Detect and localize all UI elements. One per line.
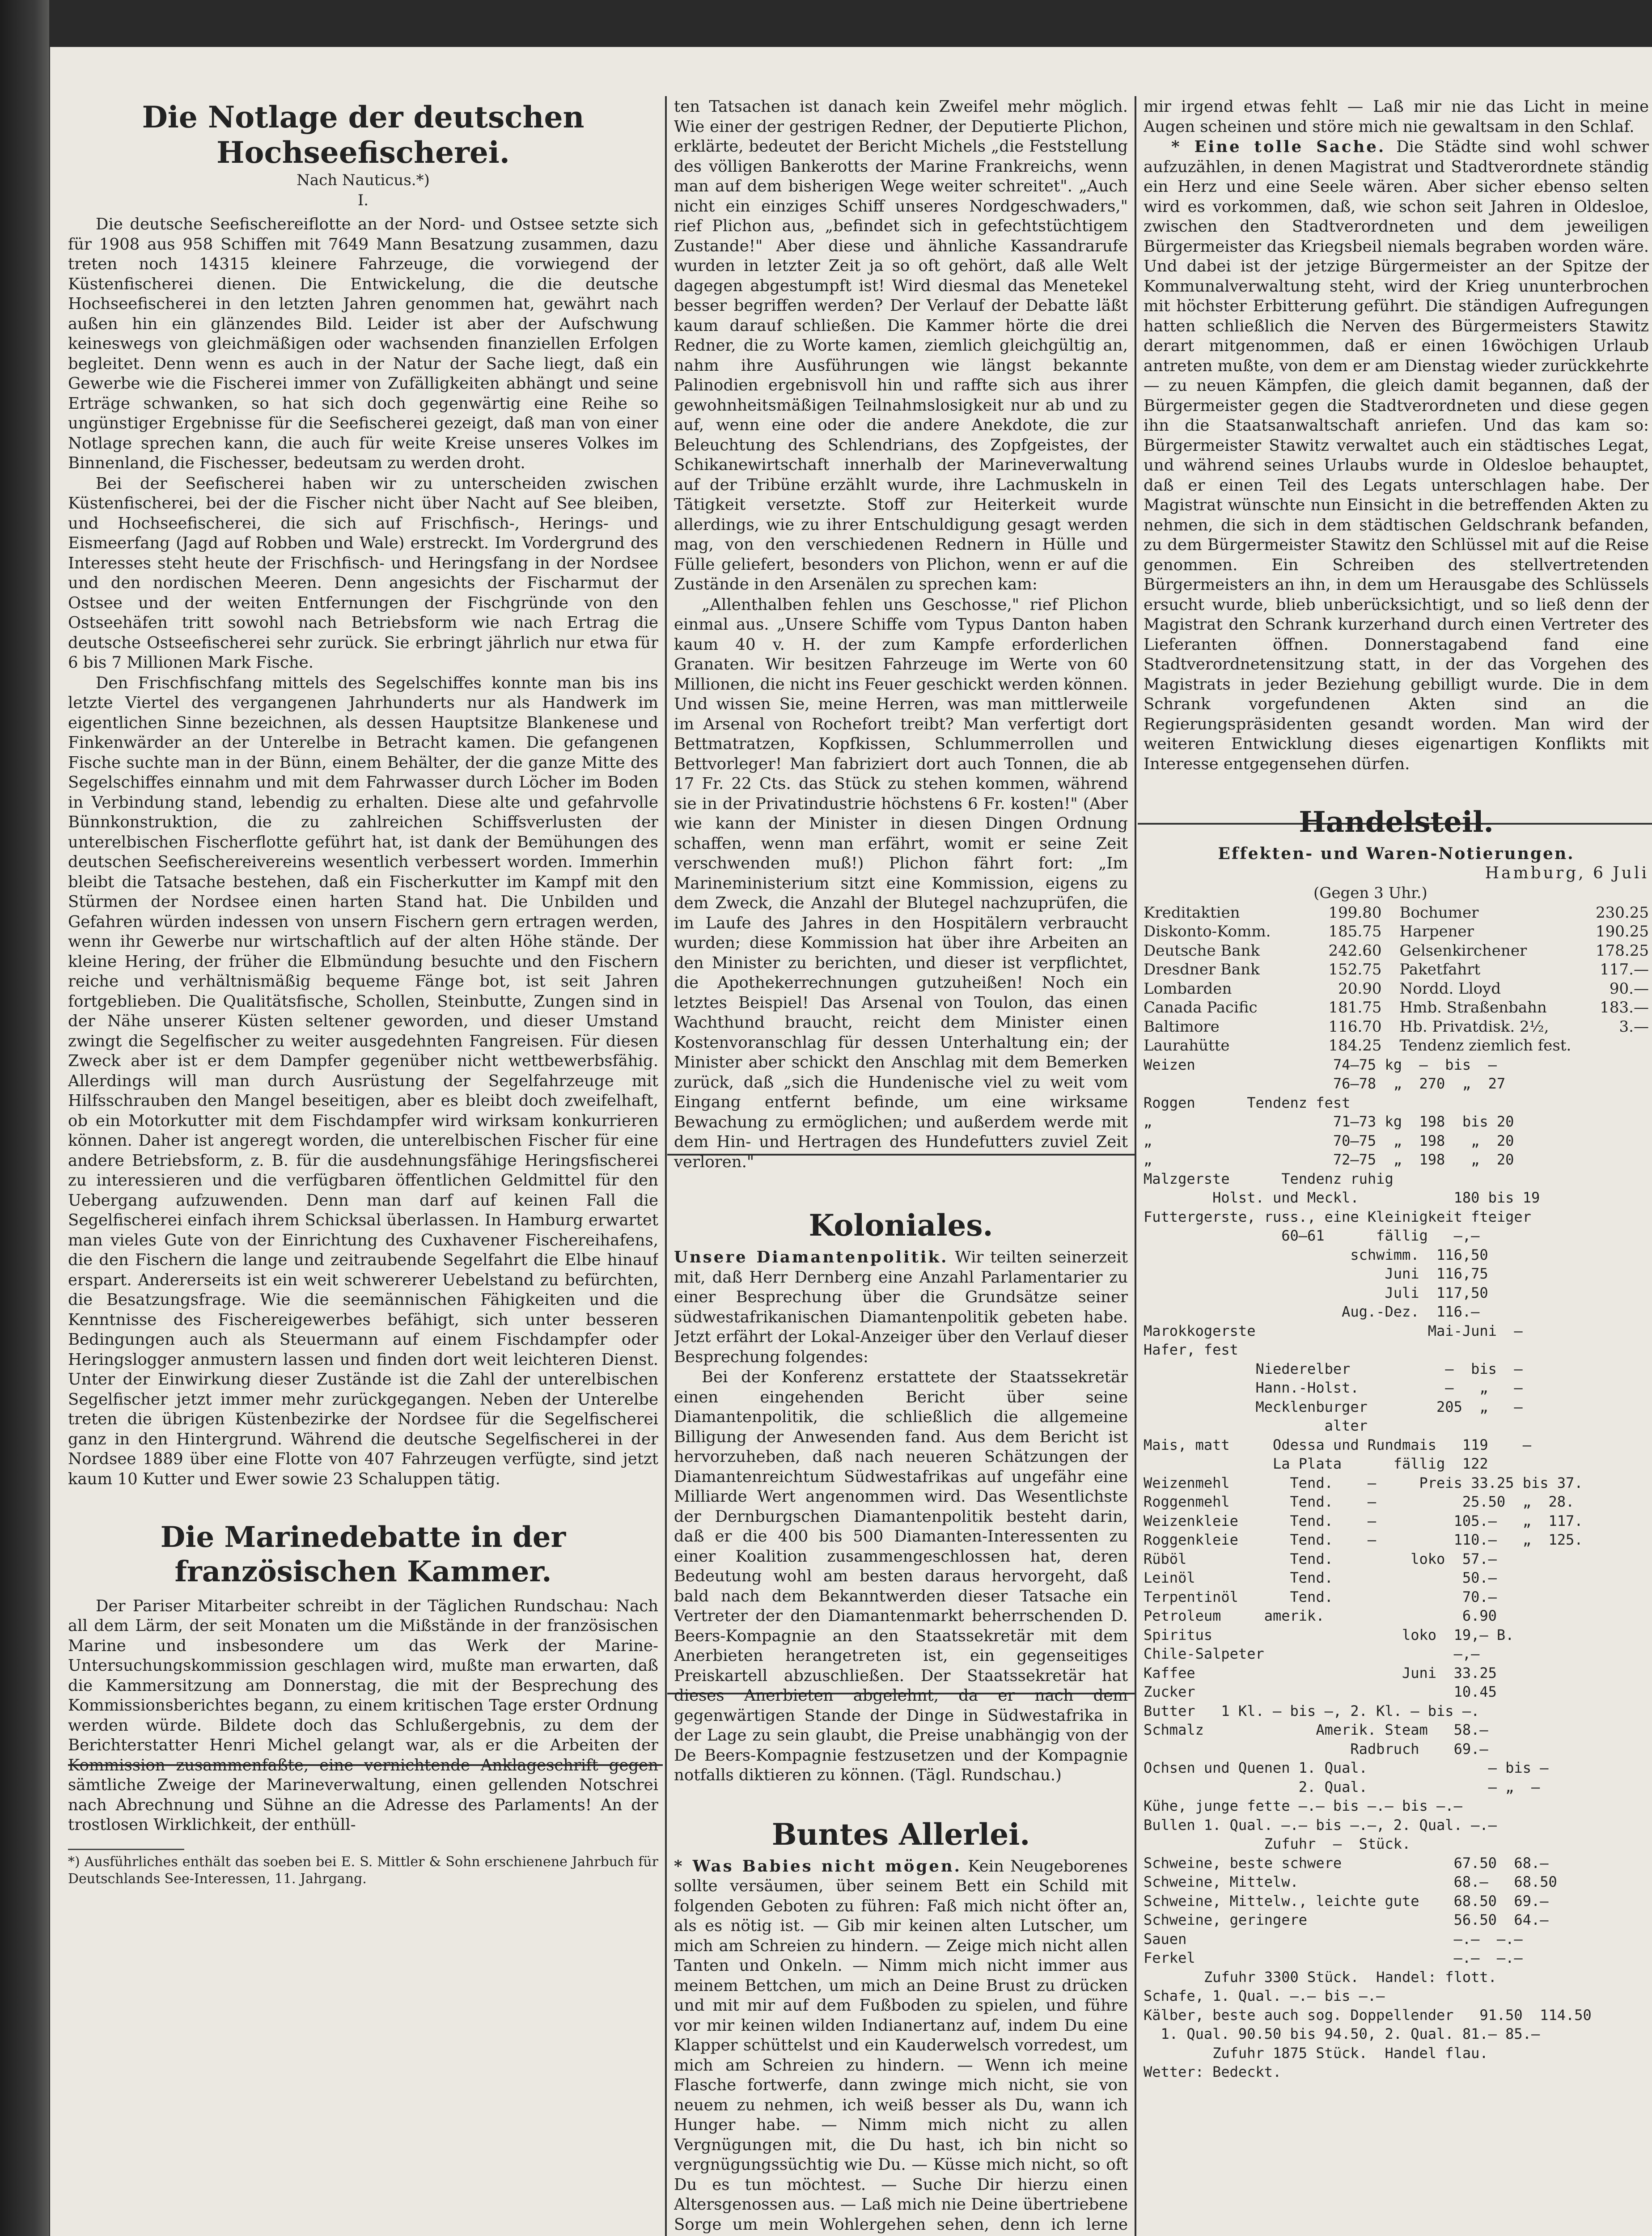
commodity-row: Wetter: Bedeckt. bbox=[1144, 2063, 1282, 2081]
commodity-row: Zufuhr — Stück. bbox=[1144, 1835, 1411, 1853]
subdateline: (Gegen 3 Uhr.) bbox=[1313, 884, 1427, 902]
stock-row bbox=[1144, 922, 1649, 941]
commodity-row: Mecklenburger 205 „ — bbox=[1144, 1398, 1523, 1415]
commodity-row: Weizenmehl Tend. — Preis 33.25 bis 37. bbox=[1144, 1474, 1583, 1491]
paragraph: Den Frischfischfang mittels des Segelschiffes konnte man bis ins letzte Viertel des vergangenen Jahrhunderts nur als Handwerk im eigentlichen Sinne bezeichnen, als dessen Hauptsitze Blankenese und Finkenwärder an der Unterelbe in Betracht kamen. Die gefangenen Fische suchte man in der Bünn, einem Behälter, der die ganze Mitte des Segelschiffes einnahm und mit dem Fahrwasser durch Löcher im Boden in Verbindung stand, lebendig zu erhalten. Diese alte und gefahrvolle Bünnkonstruktion, die zu zahlreichen Schiffsverlusten der unterelbischen Fischerflotte geführt hat, ist dank der Bemühungen des deutschen Seefischereivereins wesentlich verbessert worden. Immerhin bleibt die Tatsache bestehen, daß ein Fischerkutter im Kampf mit den Stürmen der Nordsee einen harten Stand hat. Die Unbilden und Gefahren würden indessen von unsern Fischern gern ertragen werden, wenn ihr Gewerbe nur wirtschaftlich auf der alten Höhe stände. Der kleine Hering, der früher die Elbmündung besuchte und den Fischern reiche und verhältnismäßig bequeme Fänge bot, ist seit Jahren fortgeblieben. Die Qualitätsfische, Schollen, Steinbutte, Zungen sind in der Nähe unserer Küsten seltener geworden, und dieser Umstand zwingt die Segelfischer zu weiter ausgedehnten Fangreisen. Für diesen Zweck aber ist er dem Dampfer gegenüber nicht wettbewerbsfähig. Allerdings will man durch Ausrüstung der Segelfahrzeuge mit Hilfsschrauben den Mangel beseitigen, aber es bleibt doch zweifelhaft, ob ein Motorkutter mit dem Fischdampfer wird wirksam konkurrieren können. Daher ist angeregt worden, die unterelbischen Fischer für eine andere Betriebsform, z. B. für die ausdehnungsfähige Heringsfischerei zu interessieren und die verfügbaren öffentlichen Geldmittel für den Uebergang aufzuwenden. Denn man darf auf keinen Fall die Segelfischerei einfach ihrem Schicksal überlassen. In Hamburg erwartet man vieles Gute von der Einrichtung des Cuxhavener Fischereihafens, die den Fischern die lange und zeitraubende Segelfahrt die Elbe hinauf erspart. Andererseits ist ein weit schwererer Uebelstand zu befürchten, die Besatzungsfrage. Wie die seemännischen Fähigkeiten und die Kenntnisse des Fischereigewerbes befähigt, sich unter besseren Bedingungen auch als Steuermann auf einem Fischdampfer oder Heringslogger anmustern lassen und finden dort weit leichteren Dienst. Unter der Einwirkung dieser Zustände ist die Zahl der unterelbischen Segelfischer jetzt immer mehr zurückgegangen. Neben der Unterelbe treten die übrigen Küstenbezirke der Nordsee für die Segelfischerei ganz in den Hintergrund. Während die deutsche Segelfischerei in der Nordsee 1889 über eine Flotte von 407 Fahrzeugen verfügte, sind jetzt kaum 10 Kutter und Ewer sowie 23 Schaluppen tätig. bbox=[68, 673, 658, 1488]
column-rule bbox=[665, 96, 667, 2236]
section-subtitle: Effekten- und Waren-Notierungen. bbox=[1218, 844, 1575, 863]
stock-price: 184.25 bbox=[1328, 1037, 1382, 1055]
stock-name: Lombarden bbox=[1144, 979, 1232, 998]
stock-name: Baltimore bbox=[1144, 1017, 1220, 1036]
stock-price: 190.25 bbox=[1596, 923, 1649, 941]
paragraph: Der Pariser Mitarbeiter schreibt in der Täglichen Rundschau: Nach all dem Lärm, der seit Monaten um die Mißstände in der französischen Marine und insbesondere um das Werk der Marine-Untersuchungskommission geschlagen wird, mußte man erwarten, daß die Kammersitzung am Donnerstag, die mit der Besprechung des Kommissionsberichtes begann, zu einem kritischen Tage erster Ordnung werden würde. Bildete doch das Schlußergebnis, zu dem der Berichterstatter Henri Michel gelangt war, als er die Arbeiten der Kommission zusammenfaßte, eine vernichtende Anklageschrift gegen sämtliche Zweige der Marineverwaltung, einen gellenden Notschrei nach Abrechnung und Sühne an die Adresse des Parlaments! An der trostlosen Wirklichkeit, der enthüll- bbox=[68, 1597, 658, 1834]
commodity-row: Terpentinöl Tend. 70.— bbox=[1144, 1588, 1497, 1605]
stock-name: Tendenz ziemlich fest. bbox=[1399, 1037, 1572, 1055]
column-3 bbox=[1144, 97, 1649, 2236]
stock-name: Dresdner Bank bbox=[1144, 961, 1260, 979]
commodity-row: Bullen 1. Qual. —.— bis —.—, 2. Qual. —.— bbox=[1144, 1816, 1497, 1834]
commodity-row: Butter 1 Kl. — bis —, 2. Kl. — bis —. bbox=[1144, 1702, 1480, 1719]
paragraph: Die deutsche Seefischereiflotte an der Nord- und Ostsee setzte sich für 1908 aus 958 Schiffen mit 7649 Mann Besatzung zusammen, dazu treten noch 14315 kleinere Fahrzeuge, die vorwiegend der Küstenfischerei dienen. Die Entwickelung, die die deutsche Hochseefischerei in den letzten Jahren genommen hat, gewährt nach außen hin ein glänzendes Bild. Leider ist aber der Aufschwung keineswegs von gleichmäßigen oder wachsenden finanziellen Erfolgen begleitet. Denn wenn es auch in der Natur der Sache liegt, daß ein Gewerbe wie die Fischerei immer von Zufälligkeiten abhängt und seine Erträge schwanken, so hat sich doch gegenwärtig eine Reihe so ungünstiger Ergebnisse für die Seefischerei gezeigt, daß man von einer Notlage sprechen kann, die auch für weite Kreise unseres Volkes im Binnenland, die Fischesser, bedeutsam zu werden droht. bbox=[68, 215, 658, 473]
commodity-row: Zufuhr 1875 Stück. Handel flau. bbox=[1144, 2044, 1488, 2062]
commodity-row: Rüböl Tend. loko 57.— bbox=[1144, 1550, 1497, 1567]
article-title: Die Marinedebatte in der französischen Kammer. bbox=[160, 1520, 566, 1589]
stock-row bbox=[1144, 979, 1649, 999]
commodity-row: Schafe, 1. Qual. —.— bis —.— bbox=[1144, 1987, 1385, 2005]
commodity-row: 60—61 fällig —,— bbox=[1144, 1227, 1480, 1245]
paragraph: Bei der Konferenz erstattete der Staatssekretär einen eingehenden Bericht über seine Diamantenpolitik, die schließlich die allgemeine Billigung der Anwesenden fand. Aus dem Bericht ist hervorzuheben, daß nach neueren Schätzungen der Diamantenreichtum Südwestafrikas auf ungefähr eine Milliarde Wert angenommen wird. Das Wesentlichste der Dernburgschen Diamantenpolitik besteht darin, daß er die 400 bis 500 Diamanten-Interessenten zu einer Koalition zusammengeschlossen hat, deren Bedeutung wohl am besten daraus hervorgeht, daß bald nach dem Bekanntwerden dieser Tatsache ein Vertreter der den Diamantenmarkt beherrschenden D. Beers-Kompagnie an den Staatssekretär mit dem Anerbieten herangetreten ist, ein gegenseitiges Preiskartell abzuschließen. Der Staatssekretär hat dieses Anerbieten abgelehnt, da er nach dem gegenwärtigen Stande der Dinge in Südwestafrika in der Lage zu sein glaubt, die Preise unabhängig von der De Beers-Kompagnie festzusetzen und der Kompagnie notfalls diktieren zu können. (Tägl. Rundschau.) bbox=[674, 1368, 1128, 1785]
stock-price: 20.90 bbox=[1338, 979, 1382, 998]
article-title: Die Notlage der deutschen Hochseefischerei. bbox=[142, 100, 585, 170]
commodity-row: „ 72—75 „ 198 „ 20 bbox=[1144, 1151, 1514, 1169]
commodity-row: Niederelber — bis — bbox=[1144, 1360, 1523, 1377]
stock-price: 116.70 bbox=[1328, 1017, 1382, 1036]
stock-price: 242.60 bbox=[1328, 941, 1382, 960]
article-part: I. bbox=[357, 191, 369, 209]
commodity-row: Ochsen und Quenen 1. Qual. — bis — bbox=[1144, 1759, 1549, 1777]
commodity-row: Aug.-Dez. 116.— bbox=[1144, 1303, 1480, 1321]
article-heading: * Was Babies nicht mögen. bbox=[674, 1857, 962, 1876]
commodity-row: Kühe, junge fette —.— bis —.— bis —.— bbox=[1144, 1797, 1462, 1815]
paragraph: mir irgend etwas fehlt — Laß mir nie das Licht in meine Augen scheinen und störe mich nie gewaltsam in den Schlaf. bbox=[1144, 97, 1649, 136]
commodity-row: Chile-Salpeter —,— bbox=[1144, 1645, 1480, 1663]
stock-name: Nordd. Lloyd bbox=[1399, 979, 1501, 998]
commodity-row: Roggen Tendenz fest bbox=[1144, 1094, 1351, 1111]
commodity-row: „ 71—73 kg 198 bis 20 bbox=[1144, 1113, 1514, 1131]
column-1 bbox=[68, 92, 658, 2236]
article-subtitle: Nach Nauticus.*) bbox=[297, 171, 430, 190]
stock-name: Bochumer bbox=[1399, 903, 1479, 922]
stock-name: Hmb. Straßenbahn bbox=[1399, 999, 1547, 1017]
commodity-row: Malzgerste Tendenz ruhig bbox=[1144, 1170, 1394, 1187]
binding-gutter bbox=[0, 0, 49, 2236]
commodity-row: Mais, matt Odessa und Rundmais 119 — bbox=[1144, 1436, 1531, 1453]
stocks-table bbox=[1144, 903, 1649, 1055]
stock-row bbox=[1144, 903, 1649, 923]
stock-row bbox=[1144, 1017, 1649, 1037]
stock-name: Laurahütte bbox=[1144, 1037, 1230, 1055]
commodity-row: Roggenmehl Tend. — 25.50 „ 28. bbox=[1144, 1493, 1575, 1511]
commodity-row: Radbruch 69.— bbox=[1144, 1740, 1488, 1757]
commodity-row: Roggenkleie Tend. — 110.— „ 125. bbox=[1144, 1531, 1583, 1549]
section-title: Koloniales. bbox=[809, 1208, 993, 1243]
commodity-row: Spiritus loko 19,— B. bbox=[1144, 1626, 1514, 1643]
commodity-row: Zufuhr 3300 Stück. Handel: flott. bbox=[1144, 1968, 1497, 1986]
stock-price: 230.25 bbox=[1596, 903, 1649, 922]
commodity-row: Zucker 10.45 bbox=[1144, 1683, 1497, 1701]
stock-name: Canada Pacific bbox=[1144, 999, 1258, 1017]
stock-name: Hb. Privatdisk. 2½, bbox=[1399, 1017, 1549, 1036]
stock-name: Diskonto-Komm. bbox=[1144, 923, 1271, 941]
commodity-row: Petroleum amerik. 6.90 bbox=[1144, 1607, 1497, 1625]
stock-row bbox=[1144, 1036, 1649, 1055]
stock-name: Gelsenkirchener bbox=[1399, 941, 1527, 960]
column-rule bbox=[1135, 96, 1136, 2236]
section-title: Handelsteil. bbox=[1299, 805, 1494, 839]
commodity-row: Leinöl Tend. 50.— bbox=[1144, 1569, 1497, 1587]
stock-price: 152.75 bbox=[1328, 961, 1382, 979]
commodity-row: Juli 117,50 bbox=[1144, 1284, 1488, 1301]
stock-price: 199.80 bbox=[1328, 903, 1382, 922]
commodity-row: Kälber, beste auch sog. Doppellender 91.50 114.50 bbox=[1144, 2006, 1592, 2024]
paragraph: „Allenthalben fehlen uns Geschosse," rief Plichon einmal aus. „Unsere Schiffe vom Typus Danton haben kaum 40 v. H. der zum Kampfe erforderlichen Granaten. Wir besitzen Fahrzeuge im Werte von 60 Millionen, die nicht ins Feuer geschickt werden können. Und wissen Sie, meine Herren, was man mittlerweile im Arsenal von Rochefort treibt? Man verfertigt dort Bettmatratzen, Kopfkissen, Schlummerrollen und Bettvorleger! Man fabriziert dort auch Tonnen, die ab 17 Fr. 22 Cts. das Stück zu stehen kommen, während sie in der Privatindustrie höchstens 6 Fr. kosten!" (Aber wie kann der Minister in diesen Dingen Ordnung schaffen, wenn man erfährt, womit er seine Zeit verschwenden muß!) Plichon fährt fort: „Im Marineministerium sitzt eine Kommission, eigens zu dem Zweck, die Anzahl der Blutegel nachzuprüfen, die im Laufe des Jahres in den Hospitälern verbraucht wurden; diese Kommission hat über ihre Arbeiten an den Minister zu berichten, und dieser ist verpflichtet, die Apothekerrechnungen gutzuheißen! Noch ein letztes Beispiel! Das Arsenal von Toulon, das einen Wachthund braucht, reicht dem Minister einen Kostenvoranschlag für dessen Unterhaltung ein; der Minister aber schickt den Anschlag mit dem Bemerken zurück, daß „sich die Hundenische viel zu weit vom Eingang entfernt befinde, um eine wirksame Bewachung zu ermöglichen; und außerdem werde mit dem Hin- und Hertragen des Hundefutters zuviel Zeit verloren." bbox=[674, 595, 1128, 1171]
commodity-row: schwimm. 116,50 bbox=[1144, 1246, 1488, 1263]
commodity-row: Schweine, Mittelw., leichte gute 68.50 69.— bbox=[1144, 1892, 1549, 1910]
commodity-row: Weizen 74—75 kg — bis — bbox=[1144, 1056, 1497, 1073]
commodity-row: Schweine, beste schwere 67.50 68.— bbox=[1144, 1854, 1549, 1872]
article-heading: Unsere Diamantenpolitik. bbox=[674, 1248, 949, 1267]
commodity-row: Kaffee Juni 33.25 bbox=[1144, 1664, 1497, 1681]
footnote: *) Ausführliches enthält das soeben bei E. S. Mittler & Sohn erschienene Jahrbuch für Deutschlands See-Interessen, 11. Jahrgang. bbox=[68, 1854, 658, 1887]
commodity-row: Hann.-Holst. — „ — bbox=[1144, 1379, 1523, 1397]
stock-name: Kreditaktien bbox=[1144, 903, 1240, 922]
commodity-row: Schweine, geringere 56.50 64.— bbox=[1144, 1911, 1549, 1929]
newspaper-page bbox=[50, 47, 1652, 2236]
stock-price: 183.— bbox=[1600, 999, 1649, 1017]
commodity-row: Futtergerste, russ., eine Kleinigkeit fteiger bbox=[1144, 1208, 1531, 1225]
stock-name: Deutsche Bank bbox=[1144, 941, 1260, 960]
stock-row bbox=[1144, 960, 1649, 979]
stock-price: 178.25 bbox=[1596, 941, 1649, 960]
commodities-table bbox=[1144, 1055, 1649, 2082]
dateline: Hamburg, 6 Juli bbox=[1485, 864, 1649, 882]
stock-price bbox=[1575, 1036, 1649, 1055]
stock-price: 181.75 bbox=[1328, 999, 1382, 1017]
stock-price: 3.— bbox=[1619, 1017, 1649, 1036]
commodity-row: Weizenkleie Tend. — 105.— „ 117. bbox=[1144, 1512, 1583, 1529]
commodity-row: Schweine, Mittelw. 68.— 68.50 bbox=[1144, 1873, 1557, 1891]
paragraph: Die Städte sind wohl schwer aufzuzählen, in denen Magistrat und Stadtverordnete ständig ein Herz und eine Seele wären. Aber sicher ebenso selten wird es vorkommen, daß, wie schon seit Jahren in Oldesloe, zwischen den Stadtverordneten und dem jeweiligen Bürgermeister das Kriegsbeil niemals begraben worden wäre. Und dabei ist der jetzige Bürgermeister an der Spitze der Kommunalverwaltung steht, wird der Krieg ununterbrochen mit höchster Erbitterung geführt. Die ständigen Aufregungen hatten schließlich die Nerven des Bürgermeisters Stawitz derart mitgenommen, daß er einen 16wöchigen Urlaub antreten mußte, von dem er am Dienstag wieder zurückkehrte — zu neuen Kämpfen, die gleich damit begannen, daß der Bürgermeister gegen die Stadtverordneten und diese gegen ihn die Staatsanwaltschaft anriefen. Und das kam so: Bürgermeister Stawitz verwaltet auch ein städtisches Legat, und während seines Urlaubs wurde in Oldesloe behauptet, daß er einen Teil des Legats unterschlagen habe. Der Magistrat wünschte nun Einsicht in die betreffenden Akten zu nehmen, die sich in dem städtischen Geldschrank befanden, zu dem Bürgermeister Stawitz den Schlüssel mit auf die Reise genommen. Ein Schreiben des stellvertretenden Bürgermeisters an ihn, in dem um Herausgabe des Schlüssels ersucht wurde, blieb unberücksichtigt, und so ließ denn der Magistrat den Schrank kurzerhand durch einen Vertreter des Lieferanten öffnen. Donnerstagabend fand eine Stadtverordnetensitzung statt, in der das Vorgehen des Magistrats in jeder Beziehung gebilligt wurde. Die in dem Schrank vorgefundenen Akten sind an die Regierungspräsidenten gesandt worden. Man wird der weiteren Entwicklung dieses eigenartigen Konflikts mit Interesse entgegensehen dürfen. bbox=[1144, 138, 1649, 773]
section-title: Buntes Allerlei. bbox=[771, 1817, 1030, 1852]
commodity-row: „ 70—75 „ 198 „ 20 bbox=[1144, 1132, 1514, 1149]
paragraph: Wir teilten seinerzeit mit, daß Herr Dernberg eine Anzahl Parlamentarier zu einer Besprechung über die Grundsätze seiner südwestafrikanischen Diamantenpolitik gebeten habe. Jetzt erfährt der Lokal-Anzeiger über den Verlauf dieser Besprechung folgendes: bbox=[674, 1248, 1128, 1366]
commodity-row: Marokkogerste Mai-Juni — bbox=[1144, 1322, 1523, 1339]
commodity-row: Hafer, fest bbox=[1144, 1341, 1238, 1359]
footnote-rule bbox=[68, 1849, 184, 1850]
commodity-row: 2. Qual. — „ — bbox=[1144, 1778, 1540, 1796]
commodity-row: 1. Qual. 90.50 bis 94.50, 2. Qual. 81.— 85.— bbox=[1144, 2025, 1540, 2043]
stock-name: Harpener bbox=[1399, 923, 1474, 941]
paragraph: Bei der Seefischerei haben wir zu unterscheiden zwischen Küstenfischerei, bei der die Fischer nicht über Nacht auf See bleiben, und Hochseefischerei, die sich auf Frischfisch-, Herings- und Eismeerfang (Jagd auf Robben und Wale) erstreckt. Im Vordergrund des Interesses steht heute der Frischfisch- und Heringsfang in der Nordsee und den nordischen Meeren. Denn angesichts der Fischarmut der Ostsee und der weiten Entfernungen der Fischgründe von den Ostseehäfen tritt sowohl nach Betriebsform wie nach Ertrag die deutsche Ostseefischerei sehr zurück. Sie erbringt jährlich nur etwa für 6 bis 7 Millionen Mark Fische. bbox=[68, 474, 658, 672]
commodity-row: Schmalz Amerik. Steam 58.— bbox=[1144, 1721, 1488, 1739]
stock-price: 117.— bbox=[1600, 961, 1649, 979]
paragraph: Kein Neugeborenes sollte versäumen, über seinem Bett ein Schild mit folgenden Geboten zu führen: Faß mich nicht öfter an, als es nötig ist. — Gib mir keinen alten Lutscher, um mich am Schreien zu hindern. — Zeige mich nicht allen Tanten und Onkeln. — Nimm mich nicht immer aus meinem Bettchen, um mich an Deine Brust zu drücken und mit mir auf dem Fußboden zu spielen, und führe vor mir keinen wilden Indianertanz auf, indem Du eine Klapper schüttelst und ein Kauderwelsch vorredest, um mich am Schreien zu hindern. — Wenn ich meine Flasche fortwerfe, dann zwinge mich nicht, sie von neuem zu nehmen, ich weiß besser als Du, wann ich Hunger habe. — Nimm mich nicht zu allen Vergnügungen mit, die Du hast, ich bin nicht so vergnügungssüchtig wie Du. — Küsse mich nicht, so oft Du es tun möchtest. — Suche Dir hierzu einen Altersgenossen aus. — Laß mich nie Deine übertriebene Sorge um mein Wohlergehen sehen, denn ich lerne bbox=[674, 1857, 1128, 2234]
stock-row bbox=[1144, 998, 1649, 1017]
commodity-row: La Plata fällig 122 bbox=[1144, 1455, 1488, 1473]
column-2 bbox=[674, 97, 1128, 2236]
commodity-row: Juni 116,75 bbox=[1144, 1265, 1488, 1283]
commodity-row: Ferkel —.— —.— bbox=[1144, 1949, 1523, 1967]
stock-name: Paketfahrt bbox=[1399, 961, 1481, 979]
stock-price: 185.75 bbox=[1328, 923, 1382, 941]
commodity-row: Sauen —.— —.— bbox=[1144, 1930, 1523, 1948]
commodity-row: Holst. und Meckl. 180 bis 19 bbox=[1144, 1189, 1540, 1207]
commodity-row: alter bbox=[1144, 1417, 1368, 1435]
article-heading: * Eine tolle Sache. bbox=[1171, 138, 1386, 156]
stock-row bbox=[1144, 941, 1649, 961]
stock-price: 90.— bbox=[1609, 979, 1649, 998]
commodity-row: 76—78 „ 270 „ 27 bbox=[1144, 1075, 1506, 1093]
paragraph: ten Tatsachen ist danach kein Zweifel mehr möglich. Wie einer der gestrigen Redner, der Deputierte Plichon, erklärte, bedeutet der Bericht Michels „die Feststellung des völligen Bankerotts der Marine Frankreichs, wenn man auf dem bisherigen Wege weiter schreitet". „Auch nicht ein einziges Schiff unseres Nordgeschwaders," rief Plichon aus, „befindet sich in gefechtstüchtigem Zustande!" Aber diese und ähnliche Kassandrarufe wurden in letzter Zeit ja so oft gehört, daß alle Welt dagegen abgestumpft ist! Wird diesmal das Menetekel besser begriffen werden? Der Verlauf der Debatte läßt kaum darauf schließen. Die Kammer hörte die drei Redner, die zu Worte kamen, ziemlich gleichgültig an, nahm ihre Ausführungen wie längst bekannte Palinodien ergebnisvoll hin und raffte sich aus ihrer gewohnheitsmäßigen Teilnahmslosigkeit nur ab und zu auf, wenn eine oder die andere Anekdote, die zur Beleuchtung des Schlendrians, des Zopfgeistes, der Schikanewirtschaft innerhalb der Marineverwaltung auf der Tribüne erzählt wurde, ihre Lachmuskeln in Tätigkeit versetzte. Stoff zur Heiterkeit wurde allerdings, wie zu ihrer Entschuldigung gesagt werden mag, von den verschiedenen Rednern in Hülle und Fülle geliefert, besonders von Plichon, wenn er auf die Zustände in den Arsenälen zu sprechen kam: bbox=[674, 97, 1128, 593]
